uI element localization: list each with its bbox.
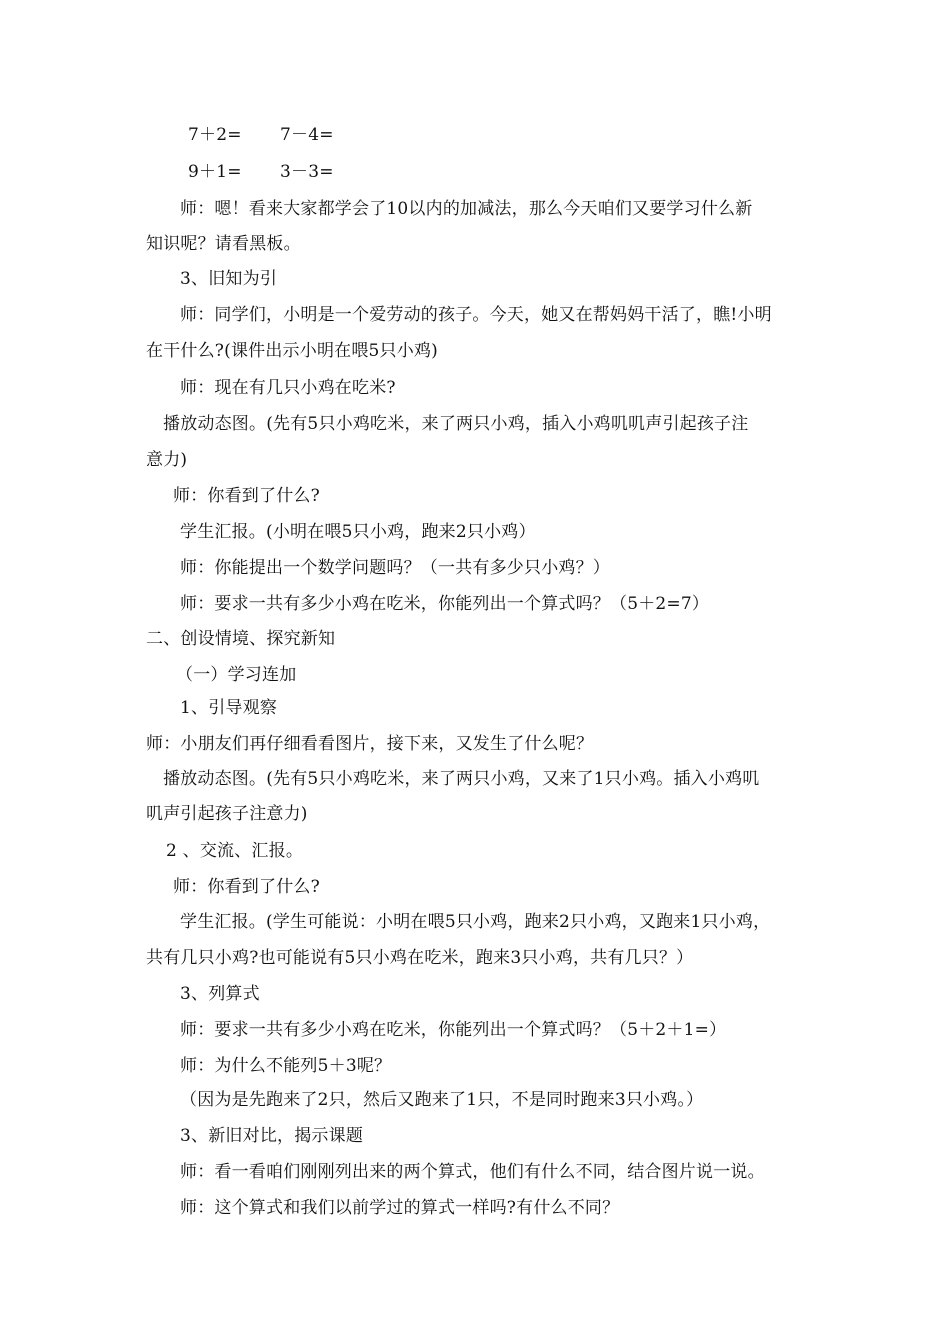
section-heading: 3、新旧对比，揭示课题	[180, 1126, 364, 1146]
paragraph-line: 共有几只小鸡?也可能说有5只小鸡在吃米，跑来3只小鸡，共有几只？）	[146, 948, 694, 968]
paragraph-line: 叽声引起孩子注意力)	[146, 804, 308, 824]
equation: 3－3=	[280, 162, 334, 182]
paragraph-line: 师：要求一共有多少小鸡在吃米，你能列出一个算式吗？（5＋2=7）	[180, 594, 710, 614]
equation: 7－4=	[280, 125, 334, 145]
section-heading: 1、引导观察	[180, 698, 278, 718]
paragraph-line: 师：现在有几只小鸡在吃米?	[180, 378, 396, 398]
paragraph-line: 意力)	[146, 450, 188, 470]
paragraph-line: 师：看一看咱们刚刚列出来的两个算式，他们有什么不同，结合图片说一说。	[180, 1162, 765, 1182]
section-heading: （一）学习连加	[176, 665, 297, 685]
section-heading: 2 、交流、汇报。	[166, 841, 304, 861]
equation: 9＋1=	[188, 162, 242, 182]
paragraph-line: 师：同学们，小明是一个爱劳动的孩子。今天，她又在帮妈妈干活了，瞧!小明	[180, 305, 772, 325]
section-heading: 3、旧知为引	[180, 269, 278, 289]
paragraph-line: 播放动态图。(先有5只小鸡吃米，来了两只小鸡，又来了1只小鸡。插入小鸡叽	[163, 769, 760, 789]
paragraph-line: 师：这个算式和我们以前学过的算式一样吗?有什么不同？	[180, 1198, 620, 1218]
paragraph-line: 播放动态图。(先有5只小鸡吃米，来了两只小鸡，插入小鸡叽叽声引起孩子注	[163, 414, 749, 434]
paragraph-line: 学生汇报。(小明在喂5只小鸡，跑来2只小鸡）	[180, 522, 536, 542]
paragraph-line: 知识呢？请看黑板。	[146, 234, 301, 254]
equation: 7＋2=	[188, 125, 242, 145]
paragraph-line: （因为是先跑来了2只，然后又跑来了1只，不是同时跑来3只小鸡。）	[180, 1090, 704, 1110]
paragraph-line: 在干什么?(课件出示小明在喂5只小鸡)	[146, 341, 438, 361]
paragraph-line: 师：你能提出一个数学问题吗？（一共有多少只小鸡？）	[180, 558, 610, 578]
paragraph-line: 师：为什么不能列5＋3呢？	[180, 1056, 392, 1076]
section-heading: 3、列算式	[180, 984, 260, 1004]
paragraph-line: 师：小朋友们再仔细看看图片，接下来，又发生了什么呢？	[146, 734, 594, 754]
paragraph-line: 师：你看到了什么?	[173, 877, 320, 897]
paragraph-line: 师：要求一共有多少小鸡在吃米，你能列出一个算式吗？（5＋2＋1=）	[180, 1020, 727, 1040]
paragraph-line: 学生汇报。(学生可能说：小明在喂5只小鸡，跑来2只小鸡，又跑来1只小鸡，	[180, 912, 771, 932]
paragraph-line: 师：嗯！看来大家都学会了10以内的加减法，那么今天咱们又要学习什么新	[180, 199, 753, 219]
section-heading: 二、创设情境、探究新知	[146, 629, 336, 649]
paragraph-line: 师：你看到了什么?	[173, 486, 320, 506]
